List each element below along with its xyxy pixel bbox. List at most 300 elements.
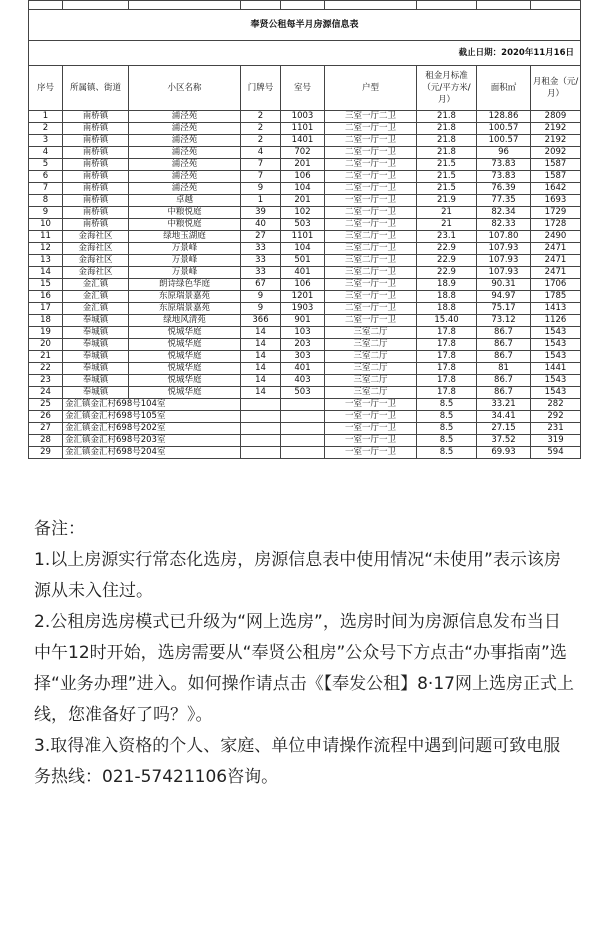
table-row: [29, 183, 581, 195]
table-cell: 绿地风清苑: [129, 315, 241, 327]
table-cell: 东原瑞景嘉苑: [129, 291, 241, 303]
table-cell: 73.83: [477, 159, 531, 171]
table-cell: 82.34: [477, 207, 531, 219]
table-row: [29, 279, 581, 291]
table-cell: 三室一厅一卫: [325, 279, 417, 291]
table-cell: 金汇镇金汇村698号104室: [63, 399, 241, 411]
table-cell: 8.5: [417, 423, 477, 435]
table-cell: 86.7: [477, 351, 531, 363]
table-cell: 94.97: [477, 291, 531, 303]
table-row: [29, 159, 581, 171]
table-cell: 18.9: [417, 279, 477, 291]
table-cell: 103: [281, 327, 325, 339]
table-cell: 三室二厅一卫: [325, 243, 417, 255]
table-cell: 浦泾苑: [129, 159, 241, 171]
notes-section: [34, 514, 574, 793]
table-row: [29, 423, 581, 435]
table-row: [29, 231, 581, 243]
table-cell: 106: [281, 279, 325, 291]
table-cell: 悦城华庭: [129, 375, 241, 387]
table-cell: 南桥镇: [63, 195, 129, 207]
table-cell: 401: [281, 363, 325, 375]
table-cell: 中粮悦庭: [129, 219, 241, 231]
table-cell: [241, 399, 281, 411]
table-cell: 201: [281, 195, 325, 207]
table-cell: 金汇镇金汇村698号203室: [63, 435, 241, 447]
table-cell: 90.31: [477, 279, 531, 291]
header-cell: 序号: [29, 66, 63, 111]
table-row: [29, 327, 581, 339]
table-cell: 三室二厅: [325, 327, 417, 339]
table-cell: 浦泾苑: [129, 111, 241, 123]
table-cell: 2: [241, 111, 281, 123]
table-cell: 万景峰: [129, 255, 241, 267]
table-cell: 34.41: [477, 411, 531, 423]
table-cell: 16: [29, 291, 63, 303]
table-cell: 1101: [281, 231, 325, 243]
table-cell: 319: [531, 435, 581, 447]
table-cell: 100.57: [477, 135, 531, 147]
table-row: [29, 339, 581, 351]
cutoff-date: 截止日期：2020年11月16日: [29, 41, 581, 66]
table-cell: 1201: [281, 291, 325, 303]
table-cell: 14: [241, 351, 281, 363]
table-cell: 1587: [531, 159, 581, 171]
table-cell: 23.1: [417, 231, 477, 243]
table-cell: 104: [281, 183, 325, 195]
table-row: [29, 315, 581, 327]
table-cell: 1401: [281, 135, 325, 147]
table-cell: 33.21: [477, 399, 531, 411]
table-cell: 81: [477, 363, 531, 375]
table-cell: 22.9: [417, 243, 477, 255]
date-row: [29, 41, 581, 66]
top-strip-row: [29, 1, 581, 10]
table-cell: 1413: [531, 303, 581, 315]
table-cell: 三室二厅一卫: [325, 231, 417, 243]
header-cell: 门牌号: [241, 66, 281, 111]
table-row: [29, 351, 581, 363]
table-cell: 1693: [531, 195, 581, 207]
table-cell: 三室二厅: [325, 351, 417, 363]
table-row: [29, 399, 581, 411]
table-cell: 8.5: [417, 447, 477, 459]
table-cell: 282: [531, 399, 581, 411]
table-cell: 107.93: [477, 255, 531, 267]
table-cell: 奉城镇: [63, 315, 129, 327]
table-cell: 4: [29, 147, 63, 159]
table-cell: 2092: [531, 147, 581, 159]
table-cell: 9: [241, 183, 281, 195]
table-cell: 三室二厅: [325, 339, 417, 351]
table-cell: 一室一厅一卫: [325, 411, 417, 423]
table-cell: 17.8: [417, 363, 477, 375]
table-cell: 27: [29, 423, 63, 435]
table-cell: 金海社区: [63, 255, 129, 267]
table-row: [29, 303, 581, 315]
table-cell: 14: [29, 267, 63, 279]
table-cell: 27: [241, 231, 281, 243]
header-cell: 所属镇、街道: [63, 66, 129, 111]
table-cell: 南桥镇: [63, 171, 129, 183]
table-cell: 2471: [531, 243, 581, 255]
table-cell: 悦城华庭: [129, 327, 241, 339]
table-cell: 奉城镇: [63, 339, 129, 351]
table-cell: 18.8: [417, 303, 477, 315]
table-cell: 南桥镇: [63, 147, 129, 159]
table-cell: 2471: [531, 255, 581, 267]
table-cell: 浦泾苑: [129, 135, 241, 147]
table-row: [29, 267, 581, 279]
table-cell: 奉城镇: [63, 327, 129, 339]
table-cell: 二室一厅一卫: [325, 147, 417, 159]
table-cell: 11: [29, 231, 63, 243]
table-cell: 22: [29, 363, 63, 375]
table-cell: 金海社区: [63, 231, 129, 243]
table-cell: 二室一厅一卫: [325, 315, 417, 327]
table-cell: [281, 423, 325, 435]
table-row: [29, 255, 581, 267]
table-header-row: [29, 66, 581, 111]
table-cell: 17.8: [417, 327, 477, 339]
table-cell: 1543: [531, 387, 581, 399]
table-cell: 2192: [531, 135, 581, 147]
table-cell: 三室二厅: [325, 375, 417, 387]
table-cell: 17: [29, 303, 63, 315]
table-row: [29, 195, 581, 207]
table-cell: 28: [29, 435, 63, 447]
table-cell: 366: [241, 315, 281, 327]
table-cell: 8: [29, 195, 63, 207]
table-cell: 18: [29, 315, 63, 327]
table-cell: 76.39: [477, 183, 531, 195]
table-cell: 594: [531, 447, 581, 459]
table-cell: 21.5: [417, 183, 477, 195]
table-cell: 卓越: [129, 195, 241, 207]
table-cell: 1587: [531, 171, 581, 183]
table-cell: 503: [281, 219, 325, 231]
table-cell: 2192: [531, 123, 581, 135]
table-cell: 107.93: [477, 267, 531, 279]
table-cell: 2471: [531, 267, 581, 279]
table-row: [29, 387, 581, 399]
table-cell: 702: [281, 147, 325, 159]
table-cell: 100.57: [477, 123, 531, 135]
header-cell: 面积㎡: [477, 66, 531, 111]
table-cell: 南桥镇: [63, 159, 129, 171]
table-row: [29, 375, 581, 387]
table-cell: 21.8: [417, 147, 477, 159]
table-cell: 三室二厅: [325, 387, 417, 399]
table-cell: 14: [241, 363, 281, 375]
table-cell: 金汇镇: [63, 279, 129, 291]
table-cell: 104: [281, 243, 325, 255]
table-cell: 3: [29, 135, 63, 147]
table-row: [29, 147, 581, 159]
table-cell: 南桥镇: [63, 123, 129, 135]
table-cell: 奉城镇: [63, 375, 129, 387]
table-row: [29, 411, 581, 423]
table-cell: 33: [241, 255, 281, 267]
table-cell: 107.93: [477, 243, 531, 255]
table-cell: 102: [281, 207, 325, 219]
table-cell: 25: [29, 399, 63, 411]
table-cell: 一室一厅一卫: [325, 423, 417, 435]
table-cell: 金汇镇: [63, 291, 129, 303]
table-cell: 浦泾苑: [129, 171, 241, 183]
header-cell: 月租金（元/月）: [531, 66, 581, 111]
table-cell: 26: [29, 411, 63, 423]
table-cell: 1441: [531, 363, 581, 375]
table-cell: 金海社区: [63, 267, 129, 279]
table-cell: 73.83: [477, 171, 531, 183]
table-cell: 悦城华庭: [129, 387, 241, 399]
table-cell: 1543: [531, 375, 581, 387]
table-cell: 128.86: [477, 111, 531, 123]
table-cell: 201: [281, 159, 325, 171]
table-cell: [241, 411, 281, 423]
table-cell: 86.7: [477, 387, 531, 399]
table-row: [29, 111, 581, 123]
table-cell: 292: [531, 411, 581, 423]
table-cell: 17.8: [417, 339, 477, 351]
table-cell: 1: [29, 111, 63, 123]
table-cell: 1543: [531, 339, 581, 351]
table-cell: [281, 435, 325, 447]
table-cell: 南桥镇: [63, 135, 129, 147]
table-cell: 7: [241, 171, 281, 183]
table-cell: 6: [29, 171, 63, 183]
table-cell: 22.9: [417, 255, 477, 267]
table-cell: 一室一厅一卫: [325, 195, 417, 207]
table-cell: 浦泾苑: [129, 147, 241, 159]
table-cell: 1126: [531, 315, 581, 327]
table-cell: 33: [241, 243, 281, 255]
table-cell: 18.8: [417, 291, 477, 303]
table-cell: 15: [29, 279, 63, 291]
table-cell: 1642: [531, 183, 581, 195]
table-cell: 21.8: [417, 111, 477, 123]
table-cell: 21.8: [417, 135, 477, 147]
table-cell: 2809: [531, 111, 581, 123]
table-row: [29, 123, 581, 135]
table-cell: 13: [29, 255, 63, 267]
table-cell: 86.7: [477, 339, 531, 351]
table-cell: 1543: [531, 351, 581, 363]
table-cell: 奉城镇: [63, 351, 129, 363]
table-cell: 12: [29, 243, 63, 255]
table-cell: [281, 399, 325, 411]
table-cell: 86.7: [477, 375, 531, 387]
table-cell: 17.8: [417, 375, 477, 387]
table-cell: 21: [29, 351, 63, 363]
table-cell: 10: [29, 219, 63, 231]
table-row: [29, 243, 581, 255]
table-cell: 503: [281, 387, 325, 399]
table-row: [29, 135, 581, 147]
table-cell: 金汇镇金汇村698号204室: [63, 447, 241, 459]
notes-heading: 备注：: [34, 519, 85, 539]
table-cell: 二室一厅一卫: [325, 135, 417, 147]
table-cell: 401: [281, 267, 325, 279]
table-cell: 悦城华庭: [129, 363, 241, 375]
table-cell: 南桥镇: [63, 207, 129, 219]
note-item: 2.公租房选房模式已升级为“网上选房”，选房时间为房源信息发布当日中午12时开始，选房需要从“奉贤公租房”公众号下方点击“办事指南”选择“业务办理”进入。如何操作请点击《【奉发公租】8·17网上选房正式上线，您准备好了吗？》。: [34, 612, 574, 725]
table-cell: 奉城镇: [63, 363, 129, 375]
table-cell: 8.5: [417, 411, 477, 423]
table-title: 奉贤公租每半月房源信息表: [29, 10, 581, 41]
table-cell: 2: [29, 123, 63, 135]
table-cell: 1728: [531, 219, 581, 231]
table-cell: 1903: [281, 303, 325, 315]
table-cell: 8.5: [417, 435, 477, 447]
table-cell: 15.40: [417, 315, 477, 327]
table-cell: 万景峰: [129, 243, 241, 255]
table-cell: 一室一厅一卫: [325, 435, 417, 447]
table-cell: 绿地玉湖庭: [129, 231, 241, 243]
table-cell: 21.9: [417, 195, 477, 207]
table-row: [29, 363, 581, 375]
table-cell: 21: [417, 219, 477, 231]
table-cell: 三室二厅: [325, 363, 417, 375]
table-cell: 浦泾苑: [129, 183, 241, 195]
table-cell: 1729: [531, 207, 581, 219]
table-cell: 7: [29, 183, 63, 195]
table-cell: 75.17: [477, 303, 531, 315]
table-cell: 南桥镇: [63, 183, 129, 195]
table-cell: 1003: [281, 111, 325, 123]
table-cell: 7: [241, 159, 281, 171]
table-cell: 奉城镇: [63, 387, 129, 399]
table-cell: 万景峰: [129, 267, 241, 279]
table-cell: 三室一厅一卫: [325, 291, 417, 303]
table-cell: 5: [29, 159, 63, 171]
table-cell: 27.15: [477, 423, 531, 435]
table-cell: 金汇镇金汇村698号105室: [63, 411, 241, 423]
table-cell: 二室一厅一卫: [325, 159, 417, 171]
table-cell: 203: [281, 339, 325, 351]
table-cell: [281, 411, 325, 423]
table-cell: 403: [281, 375, 325, 387]
table-cell: 三室二厅一卫: [325, 267, 417, 279]
header-cell: 室号: [281, 66, 325, 111]
table-cell: 77.35: [477, 195, 531, 207]
table-row: [29, 171, 581, 183]
table-cell: 9: [29, 207, 63, 219]
table-cell: 南桥镇: [63, 111, 129, 123]
table-cell: [241, 447, 281, 459]
table-cell: 22.9: [417, 267, 477, 279]
table-cell: 86.7: [477, 327, 531, 339]
table-cell: 二室一厅一卫: [325, 219, 417, 231]
table-cell: 20: [29, 339, 63, 351]
header-cell: 小区名称: [129, 66, 241, 111]
table-cell: 67: [241, 279, 281, 291]
table-cell: 二室一厅一卫: [325, 207, 417, 219]
table-cell: 金汇镇金汇村698号202室: [63, 423, 241, 435]
table-cell: 17.8: [417, 351, 477, 363]
table-cell: 33: [241, 267, 281, 279]
table-cell: 231: [531, 423, 581, 435]
table-cell: 三室二厅一卫: [325, 255, 417, 267]
table-cell: 21.5: [417, 159, 477, 171]
table-row: [29, 291, 581, 303]
table-cell: 1785: [531, 291, 581, 303]
table-cell: 三室一厅二卫: [325, 111, 417, 123]
table-cell: 21.5: [417, 171, 477, 183]
table-cell: 23: [29, 375, 63, 387]
table-cell: 1706: [531, 279, 581, 291]
table-cell: 9: [241, 303, 281, 315]
table-cell: 39: [241, 207, 281, 219]
table-cell: 2: [241, 135, 281, 147]
table-cell: 悦城华庭: [129, 339, 241, 351]
table-cell: 二室一厅一卫: [325, 303, 417, 315]
table-cell: 37.52: [477, 435, 531, 447]
table-cell: 17.8: [417, 387, 477, 399]
table-cell: 19: [29, 327, 63, 339]
table-cell: 21.8: [417, 123, 477, 135]
note-item: 3.取得准入资格的个人、家庭、单位申请操作流程中遇到问题可致电服务热线：021-57421106咨询。: [34, 736, 561, 787]
table-cell: 一室一厅一卫: [325, 399, 417, 411]
table-cell: 29: [29, 447, 63, 459]
table-cell: 东原瑞景嘉苑: [129, 303, 241, 315]
table-cell: 501: [281, 255, 325, 267]
table-cell: 1: [241, 195, 281, 207]
table-cell: 中粮悦庭: [129, 207, 241, 219]
table-cell: 40: [241, 219, 281, 231]
table-row: [29, 207, 581, 219]
table-cell: 4: [241, 147, 281, 159]
table-cell: 浦泾苑: [129, 123, 241, 135]
table-cell: 金汇镇: [63, 303, 129, 315]
table-cell: 1101: [281, 123, 325, 135]
table-cell: 24: [29, 387, 63, 399]
table-cell: 14: [241, 387, 281, 399]
table-cell: 二室一厅一卫: [325, 123, 417, 135]
table-cell: [241, 435, 281, 447]
table-cell: 901: [281, 315, 325, 327]
table-cell: 2490: [531, 231, 581, 243]
table-body: [29, 111, 581, 459]
table-cell: 8.5: [417, 399, 477, 411]
table-cell: 二室一厅一卫: [325, 183, 417, 195]
table-cell: 14: [241, 375, 281, 387]
housing-table: [28, 0, 581, 459]
table-cell: 南桥镇: [63, 219, 129, 231]
table-cell: 303: [281, 351, 325, 363]
table-cell: 2: [241, 123, 281, 135]
table-cell: 106: [281, 171, 325, 183]
table-cell: 悦城华庭: [129, 351, 241, 363]
table-cell: 一室一厅一卫: [325, 447, 417, 459]
table-cell: 82.33: [477, 219, 531, 231]
header-cell: 户型: [325, 66, 417, 111]
table-cell: [281, 447, 325, 459]
table-cell: [241, 423, 281, 435]
table-cell: 73.12: [477, 315, 531, 327]
table-cell: 朗诗绿色华庭: [129, 279, 241, 291]
table-cell: 107.80: [477, 231, 531, 243]
note-item: 1.以上房源实行常态化选房，房源信息表中使用情况“未使用”表示该房源从未入住过。: [34, 550, 561, 601]
table-cell: 金海社区: [63, 243, 129, 255]
table-cell: 9: [241, 291, 281, 303]
table-cell: 14: [241, 327, 281, 339]
header-cell: 租金月标准（元/平方米/月）: [417, 66, 477, 111]
table-cell: 1543: [531, 327, 581, 339]
table-cell: 14: [241, 339, 281, 351]
table-cell: 69.93: [477, 447, 531, 459]
